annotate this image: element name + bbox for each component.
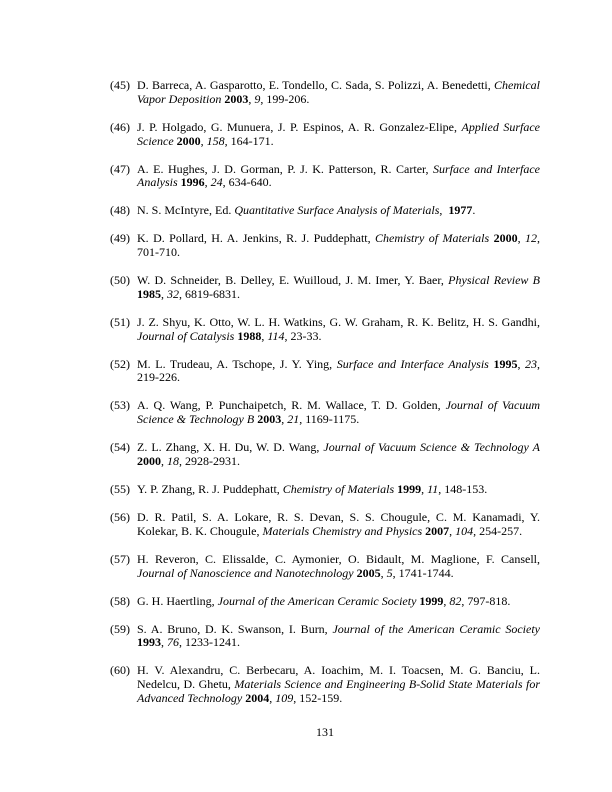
reference-segment-roman: , [204,175,211,190]
reference-segment-roman: Y. P. Zhang, R. J. Puddephatt, [137,482,283,497]
reference-text [137,483,540,497]
reference-segment-roman: , 164-171. [224,133,274,148]
reference-number: (45) [110,78,130,92]
reference-text [137,274,540,302]
reference-text [137,664,540,705]
reference-item [110,664,540,705]
reference-segment-italic: 18 [167,454,179,469]
reference-segment-roman: , [261,328,268,343]
reference-segment-roman: H. V. Alexandru, C. Berbecaru, A. Ioachim, M. I. Toacsen, M. G. Banciu, L. Nedelcu, D. Ghetu, [137,663,540,692]
reference-segment-roman: , 219-226. [137,356,541,385]
reference-segment-roman: , [248,91,255,106]
reference-segment-roman: G. H. Haertling, [137,593,218,608]
reference-segment-bold: 1985 [137,286,161,301]
reference-segment-italic: 158 [206,133,225,148]
reference-segment-italic: Surface and Interface Analysis [336,356,489,371]
reference-number: (53) [110,398,130,413]
reference-number: (60) [110,663,130,678]
reference-segment-italic: 24 [210,175,223,190]
reference-text [137,163,540,191]
reference-segment-roman: , 148-153. [438,482,488,497]
reference-segment-bold: 2000 [137,454,161,469]
reference-segment-roman: J. Z. Shyu, K. Otto, W. L. H. Watkins, G. W. Graham, R. K. Belitz, H. S. Gandhi, [137,314,540,329]
reference-number: (46) [110,119,130,134]
reference-segment-italic: Journal of the American Ceramic Society [332,621,541,636]
reference-segment-italic: 5 [386,565,393,580]
reference-segment-roman: , [449,523,456,538]
reference-segment-roman: , [439,203,449,218]
reference-number: (49) [110,231,130,246]
reference-item [110,316,540,344]
reference-segment-italic: 114 [267,328,285,343]
reference-segment-italic: 9 [254,91,261,106]
reference-segment-roman: W. D. Schneider, B. Delley, E. Wuilloud, J. M. Imer, Y. Baer, [137,273,449,288]
reference-segment-roman: , 2928-2931. [179,454,240,469]
reference-item [110,511,540,539]
reference-segment-roman: N. S. McIntyre, Ed. [137,203,235,218]
reference-segment-roman: , 634-640. [222,175,272,190]
reference-segment-bold: 2004 [245,690,270,705]
reference-segment-roman: , 199-206. [260,91,310,106]
references-list [110,79,540,720]
reference-segment-italic: 109 [275,690,294,705]
reference-segment-roman: , [281,412,288,427]
reference-number: (48) [110,203,130,218]
reference-segment-italic: Surface and Interface Analysis [137,161,540,190]
reference-segment-italic: Physical Review B [448,273,541,288]
reference-segment-italic: Quantitative Surface Analysis of Materials [234,203,440,218]
reference-text [137,121,540,149]
reference-segment-roman: D. R. Patil, S. A. Lokare, R. S. Devan, S. S. Chougule, C. M. Kanamadi, Y. Kolekar, B. K. Chougule, [137,510,540,538]
reference-segment-italic: 82 [449,593,462,608]
reference-segment-italic: 11 [427,482,439,497]
reference-text [137,623,540,651]
reference-item [110,232,540,260]
reference-item [110,623,540,651]
reference-segment-italic: Chemical Vapor Deposition [137,78,540,106]
reference-segment-roman: , [421,482,428,497]
reference-segment-italic: Journal of Vacuum Science & Technology A [323,440,540,455]
reference-segment-italic: Materials Science and Engineering B-Solid State Materials for Advanced Technology [137,677,540,705]
reference-segment-roman: K. D. Pollard, H. A. Jenkins, R. J. Puddephatt, [137,231,376,246]
reference-segment-italic: 76 [167,635,179,650]
reference-segment-italic: 104 [455,523,474,538]
reference-number: (54) [110,440,130,455]
reference-item [110,399,540,427]
reference-segment-italic: Materials Chemistry and Physics [262,523,423,538]
reference-segment-italic: Chemistry of Materials [282,482,395,497]
reference-segment-roman: , [161,286,167,301]
reference-segment-roman: , 1741-1744. [392,565,454,580]
reference-segment-roman: H. Reveron, C. Elissalde, C. Aymonier, O. Bidault, M. Maglione, F. Cansell, [137,551,540,566]
reference-segment-roman: , [161,454,167,469]
reference-segment-roman: A. E. Hughes, J. D. Gorman, P. J. K. Patterson, R. Carter, [137,161,434,176]
reference-number: (52) [110,356,130,371]
reference-item [110,483,540,497]
reference-segment-bold: 2003 [257,412,282,427]
reference-segment-roman: , [443,593,450,608]
reference-segment-roman: , 254-257. [473,523,523,538]
reference-item [110,358,540,386]
reference-item [110,274,540,302]
reference-segment-bold: 2005 [356,565,381,580]
reference-segment-bold: 1977 [448,203,473,218]
reference-item [110,163,540,191]
reference-item [110,595,540,609]
reference-segment-roman: , 701-710. [137,231,541,260]
reference-segment-roman: , 152-159. [293,690,343,705]
reference-segment-italic: 32 [167,286,179,301]
reference-item [110,441,540,469]
reference-number: (58) [110,593,130,608]
reference-segment-italic: Journal of Nanoscience and Nanotechnology [137,565,354,580]
reference-segment-roman: . [472,203,476,218]
reference-segment-roman: , [517,356,526,371]
reference-segment-italic: Journal of the American Ceramic Society [217,593,417,608]
reference-item [110,553,540,581]
reference-segment-roman: S. A. Bruno, D. K. Swanson, I. Burn, [137,621,333,636]
reference-number: (55) [110,482,130,497]
reference-segment-italic: 12 [525,231,538,246]
reference-segment-roman: , [517,231,526,246]
reference-segment-roman: , 23-33. [284,328,322,343]
reference-segment-bold: 1999 [397,482,422,497]
reference-segment-roman: , [200,133,207,148]
reference-segment-italic: Applied Surface Science [137,119,540,148]
reference-item [110,79,540,107]
reference-number: (57) [110,551,130,566]
reference-text [137,358,540,386]
reference-number: (56) [110,510,130,524]
reference-segment-italic: Journal of Catalysis [137,328,235,343]
reference-segment-roman: , [380,565,387,580]
reference-segment-roman: , [269,690,276,705]
reference-segment-bold: 1993 [137,635,161,650]
reference-segment-bold: 2007 [425,523,450,538]
page-number: 131 [316,725,334,739]
reference-text [137,232,540,260]
reference-segment-italic: Chemistry of Materials [375,231,490,246]
reference-segment-roman: Z. L. Zhang, X. H. Du, W. D. Wang, [137,440,324,455]
reference-segment-roman: A. Q. Wang, P. Punchaipetch, R. M. Wallace, T. D. Golden, [137,398,446,413]
reference-text [137,79,540,107]
reference-segment-bold: 1996 [180,175,205,190]
reference-segment-roman: , [161,635,167,650]
reference-segment-roman: , 1169-1175. [299,412,360,427]
reference-text [137,553,540,581]
reference-segment-bold: 2000 [493,231,518,246]
reference-text [137,441,540,469]
reference-item [110,121,540,149]
reference-item [110,204,540,218]
reference-segment-bold: 1988 [237,328,262,343]
reference-segment-italic: Journal of Vacuum Science & Technology B [137,398,541,427]
reference-segment-bold: 1999 [419,593,444,608]
reference-segment-bold: 2003 [224,91,249,106]
reference-text [137,511,540,539]
reference-number: (50) [110,273,130,288]
reference-segment-roman: M. L. Trudeau, A. Tschope, J. Y. Ying, [137,356,337,371]
reference-segment-bold: 1995 [493,356,518,371]
reference-number: (51) [110,314,130,329]
reference-number: (47) [110,161,130,176]
reference-segment-roman: , 797-818. [461,593,511,608]
reference-number: (59) [110,621,130,636]
reference-segment-roman: J. P. Holgado, G. Munuera, J. P. Espinos, A. R. Gonzalez-Elipe, [137,119,462,134]
reference-segment-italic: 23 [525,356,538,371]
reference-segment-roman: , 6819-6831. [179,286,240,301]
reference-segment-roman: D. Barreca, A. Gasparotto, E. Tondello, C. Sada, S. Polizzi, A. Benedetti, [137,78,494,92]
reference-text [137,316,540,344]
reference-text [137,399,540,427]
reference-text [137,204,540,218]
reference-segment-bold: 2000 [176,133,201,148]
reference-segment-italic: 21 [287,412,300,427]
reference-segment-roman: , 1233-1241. [179,635,240,650]
reference-text [137,595,540,609]
